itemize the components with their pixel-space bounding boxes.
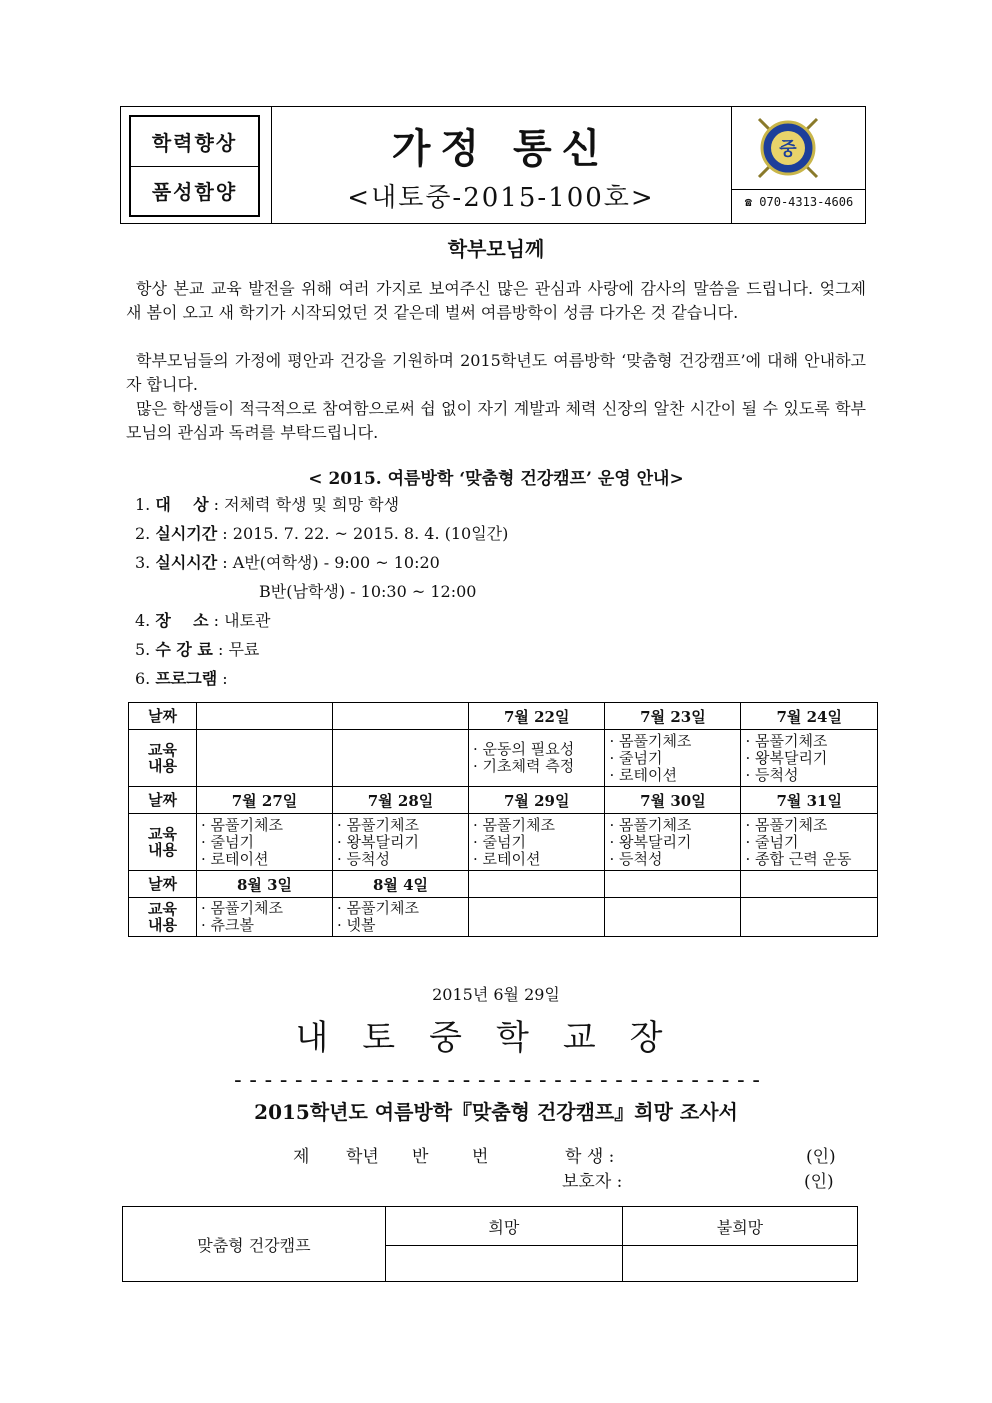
issue-number: <내토중-2015-100호> [347, 183, 655, 213]
survey-col-no: 불희망 [622, 1207, 857, 1246]
program-activity: · 줄넘기 [609, 748, 663, 767]
program-date-cell: 8월 3일 [197, 871, 333, 898]
program-content-cell [197, 898, 333, 937]
date-label: 날짜 [129, 703, 197, 730]
item-label: 실시시간 [155, 553, 218, 572]
program-activity: · 운동의 필요성 [473, 740, 575, 758]
program-content-cell [741, 814, 878, 871]
program-date-cell: 7월 28일 [333, 787, 469, 814]
survey-table [122, 1206, 858, 1282]
program-date-cell: 7월 27일 [197, 787, 333, 814]
number-unit: 번 [472, 1147, 489, 1167]
guardian-seal: (인) [804, 1172, 834, 1192]
header-divider [731, 107, 732, 223]
phone-icon: ☎ [744, 195, 753, 209]
phone-number [733, 195, 865, 209]
issue-date: 2015년 6월 29일 [432, 985, 560, 1004]
survey-title: 2015학년도 여름방학『맞춤형 건강캠프』희망 조사서 [254, 1100, 738, 1124]
student-label: 학 생 : [565, 1147, 615, 1167]
program-date-cell: 7월 29일 [469, 787, 605, 814]
program-date-cell [197, 703, 333, 730]
content-label: 교육 내용 [129, 730, 197, 787]
program-activity: · 몸풀기체조 [337, 815, 420, 834]
survey-yes-cell[interactable] [385, 1246, 622, 1282]
page-title: 가정 통신 [391, 125, 611, 172]
notice-title: < 2015. 여름방학 ‘맞춤형 건강캠프’ 운영 안내> [308, 469, 684, 489]
program-activity: · 기초체력 측정 [473, 757, 575, 775]
program-content-cell [333, 814, 469, 871]
program-content-cell [469, 730, 605, 787]
item-number: 1. [135, 495, 151, 514]
program-activity: · 줄넘기 [745, 832, 799, 851]
item-number: 2. [135, 524, 151, 543]
item-value: : 2015. 7. 22. ~ 2015. 8. 4. (10일간) [222, 524, 509, 543]
program-content-cell [333, 730, 469, 787]
paragraph-2: 학부모님들의 가정에 평안과 건강을 기원하며 2015학년도 여름방학 ‘맞춤형 건강캠프’에 대해 안내하고자 합니다. [126, 351, 866, 394]
program-content-cell [741, 898, 878, 937]
school-emblem-icon [753, 113, 823, 183]
item-value: : A반(여학생) - 9:00 ~ 10:20 [222, 553, 440, 572]
program-content-row [129, 898, 878, 937]
program-content-cell [197, 730, 333, 787]
program-date-cell [333, 703, 469, 730]
motto-character: 품성함양 [151, 180, 238, 204]
program-activity: · 왕복달리기 [609, 832, 692, 851]
greeting-heading: 학부모님께 [447, 237, 545, 261]
program-activity: · 줄넘기 [473, 832, 527, 851]
program-date-cell: 7월 24일 [741, 703, 878, 730]
survey-no-cell[interactable] [622, 1246, 857, 1282]
program-date-row [129, 703, 878, 730]
program-activity: · 왕복달리기 [745, 748, 828, 767]
item-number: 3. [135, 553, 151, 572]
notice-item [135, 524, 508, 544]
program-content-cell [469, 898, 605, 937]
paragraph-3: 많은 학생들이 적극적으로 참여함으로써 쉽 없이 자기 계발과 체력 신장의 알찬 시간이 될 수 있도록 학부모님의 관심과 독려를 부탁드립니다. [126, 399, 866, 442]
program-activity: · 왕복달리기 [337, 832, 420, 851]
program-content-cell [605, 730, 741, 787]
notice-item [135, 611, 271, 631]
program-activity: · 등척성 [609, 849, 663, 868]
content-label: 교육 내용 [129, 814, 197, 871]
program-activity: · 종합 근력 운동 [745, 849, 852, 868]
program-content-cell [605, 814, 741, 871]
paragraph-1: 항상 본교 교육 발전을 위해 여러 가지로 보여주신 많은 관심과 사랑에 감사의 말씀을 드립니다. 엊그제 새 봄이 오고 새 학기가 시작되었던 것 같은데 벌써 여름방학이 성큼 다가온 것 같습니다. [126, 279, 866, 322]
program-activity: · 몸풀기체조 [201, 815, 284, 834]
item-label: 실시기간 [155, 524, 218, 543]
item-value: : 무료 [217, 640, 260, 659]
school-motto-box [129, 115, 260, 217]
program-date-row [129, 787, 878, 814]
notice-item [135, 553, 440, 573]
program-content-cell [741, 730, 878, 787]
program-date-row [129, 871, 878, 898]
program-date-cell: 7월 23일 [605, 703, 741, 730]
item-value: B반(남학생) - 10:30 ~ 12:00 [259, 582, 477, 601]
program-content-cell [469, 814, 605, 871]
grade-unit: 학년 [346, 1147, 379, 1167]
program-activity: · 로테이션 [473, 849, 541, 868]
program-table [128, 702, 878, 937]
program-activity: · 로테이션 [201, 849, 269, 868]
item-number: 5. [135, 640, 151, 659]
program-activity: · 몸풀기체조 [745, 815, 828, 834]
program-date-cell: 7월 22일 [469, 703, 605, 730]
letter-header [120, 106, 866, 224]
content-label: 교육 내용 [129, 898, 197, 937]
program-activity: · 몸풀기체조 [745, 731, 828, 750]
emblem-letter: 중 [779, 139, 797, 160]
program-date-cell [741, 871, 878, 898]
principal-signature: 내토중학교장 [295, 1018, 697, 1058]
item-label: 수 강 료 [155, 640, 213, 659]
guardian-label: 보호자 : [562, 1172, 623, 1192]
program-date-cell [469, 871, 605, 898]
program-activity: · 넷볼 [337, 916, 376, 934]
item-value: : 저체력 학생 및 희망 학생 [213, 495, 400, 514]
notice-item [259, 582, 476, 602]
program-activity: · 츄크볼 [201, 916, 255, 934]
notice-item [135, 495, 399, 515]
program-date-cell: 8월 4일 [333, 871, 469, 898]
program-activity: · 몸풀기체조 [201, 899, 284, 917]
program-activity: · 줄넘기 [201, 832, 255, 851]
program-activity: · 로테이션 [609, 765, 677, 784]
program-content-cell [197, 814, 333, 871]
motto-academic: 학력향상 [131, 117, 258, 167]
program-date-cell [605, 871, 741, 898]
header-divider [731, 189, 866, 190]
program-date-cell: 7월 31일 [741, 787, 878, 814]
grade-prefix: 제 [293, 1147, 310, 1167]
student-seal: (인) [806, 1147, 836, 1167]
program-activity: · 몸풀기체조 [337, 899, 420, 917]
item-number: 4. [135, 611, 151, 630]
program-content-row [129, 814, 878, 871]
phone-text: 070-4313-4606 [759, 195, 854, 209]
program-content-cell [605, 898, 741, 937]
item-label: 프로그램 [155, 669, 218, 688]
survey-row-label: 맞춤형 건강캠프 [123, 1207, 386, 1282]
program-activity: · 몸풀기체조 [473, 815, 556, 834]
notice-item [135, 640, 259, 660]
class-unit: 반 [412, 1147, 429, 1167]
item-label: 대 상 [155, 495, 209, 514]
item-value: : 내토관 [213, 611, 271, 630]
date-label: 날짜 [129, 787, 197, 814]
program-activity: · 등척성 [337, 849, 391, 868]
program-date-cell: 7월 30일 [605, 787, 741, 814]
item-label: 장 소 [155, 611, 209, 630]
program-activity: · 몸풀기체조 [609, 731, 692, 750]
program-content-row [129, 730, 878, 787]
survey-col-yes: 희망 [385, 1207, 622, 1246]
program-activity: · 등척성 [745, 765, 799, 784]
item-value: : [222, 669, 228, 688]
program-activity: · 몸풀기체조 [609, 815, 692, 834]
date-label: 날짜 [129, 871, 197, 898]
notice-item [135, 669, 228, 689]
item-number: 6. [135, 669, 151, 688]
cut-line: ----------------------------------- [231, 1068, 765, 1093]
program-content-cell [333, 898, 469, 937]
